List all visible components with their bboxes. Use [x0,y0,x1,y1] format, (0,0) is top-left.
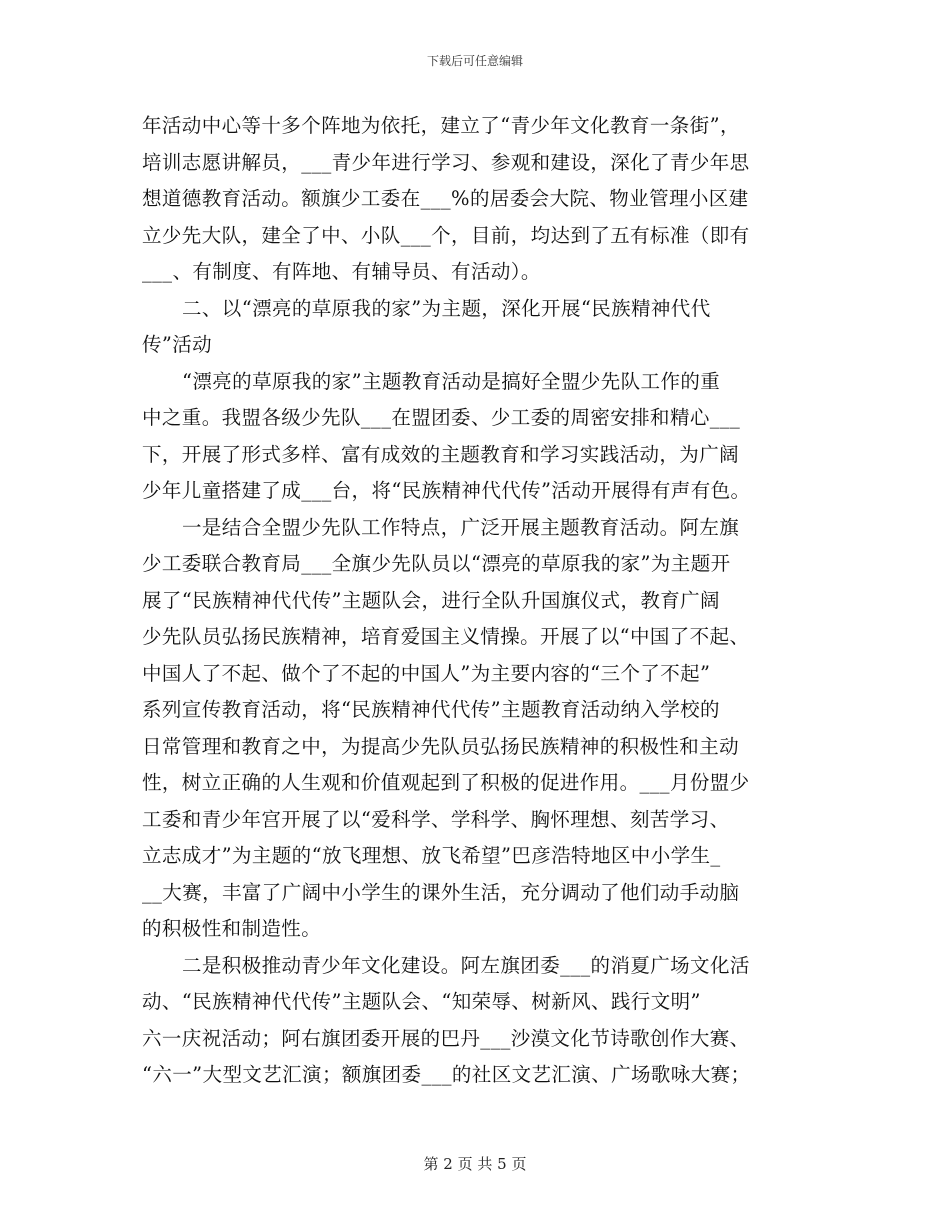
page-header: 下载后可任意编辑 [426,54,523,68]
text-line: 的积极性和制造性。 [142,917,322,940]
text-line: 二是积极推动青少年文化建设。阿左旗团委___的消夏广场文化活 [182,953,750,977]
text-line: “漂亮的草原我的家”主题教育活动是搞好全盟少先队工作的重 [182,369,721,393]
text-line: 想道德教育活动。额旗少工委在___%的居委会大院、物业管理小区建 [142,187,749,210]
text-line: 性，树立正确的人生观和价值观起到了积极的促进作用。___月份盟少 [142,771,750,794]
document-body [142,108,814,1094]
text-line: ___、有制度、有阵地、有辅导员、有活动）。 [142,260,541,283]
text-line: 年活动中心等十多个阵地为依托，建立了“青少年文化教育一条街”， [142,114,740,137]
text-line: 培训志愿讲解员，___青少年进行学习、参观和建设，深化了青少年思 [142,150,750,174]
text-line: 工委和青少年宫开展了以“爱科学、学科学、胸怀理想、刻苦学习、 [142,807,730,831]
text-line: “六一”大型文艺汇演；额旗团委___的社区文艺汇演、广场歌咏大赛； [142,1063,751,1086]
text-line: 展了“民族精神代代传”主题队会，进行全队升国旗仪式，教育广阔 [142,588,720,612]
text-line: 立少先大队，建全了中、小队___个，目前，均达到了五有标准（即有 [142,223,750,247]
text-line: 中国人了不起、做个了不起的中国人”为主要内容的“三个了不起” [142,661,711,685]
text-line: 六一庆祝活动；阿右旗团委开展的巴丹___沙漠文化节诗歌创作大赛、 [142,1026,750,1050]
text-line: 少工委联合教育局___全旗少先队员以“漂亮的草原我的家”为主题开 [142,552,731,575]
text-line: __大赛，丰富了广阔中小学生的课外生活，充分调动了他们动手动脑 [142,880,740,904]
text-line: 立志成才”为主题的“放飞理想、放飞希望”巴彦浩特地区中小学生_ [142,844,721,867]
section-heading-line: 传”活动 [142,333,213,356]
text-line: 动、“民族精神代代传”主题队会、“知荣辱、树新风、践行文明” [142,990,701,1013]
text-line: 系列宣传教育活动，将“民族精神代代传”主题教育活动纳入学校的 [142,698,720,721]
text-line: 少年儿童搭建了成___台，将“民族精神代代传”活动开展得有声有色。 [142,479,751,502]
section-heading-line: 二、以“漂亮的草原我的家”为主题，深化开展“民族精神代代 [182,296,711,320]
text-line: 少先队员弘扬民族精神，培育爱国主义情操。开展了以“中国了不起、 [142,625,750,648]
text-line: 日常管理和教育之中，为提高少先队员弘扬民族精神的积极性和主动 [142,734,740,758]
text-line: 下，开展了形式多样、富有成效的主题教育和学习实践活动，为广阔 [142,442,740,466]
text-line: 中之重。我盟各级少先队___在盟团委、少工委的周密安排和精心___ [142,406,741,429]
page-number: 第 2 页 共 5 页 [423,1155,527,1173]
text-line: 一是结合全盟少先队工作特点，广泛开展主题教育活动。阿左旗 [182,515,740,539]
